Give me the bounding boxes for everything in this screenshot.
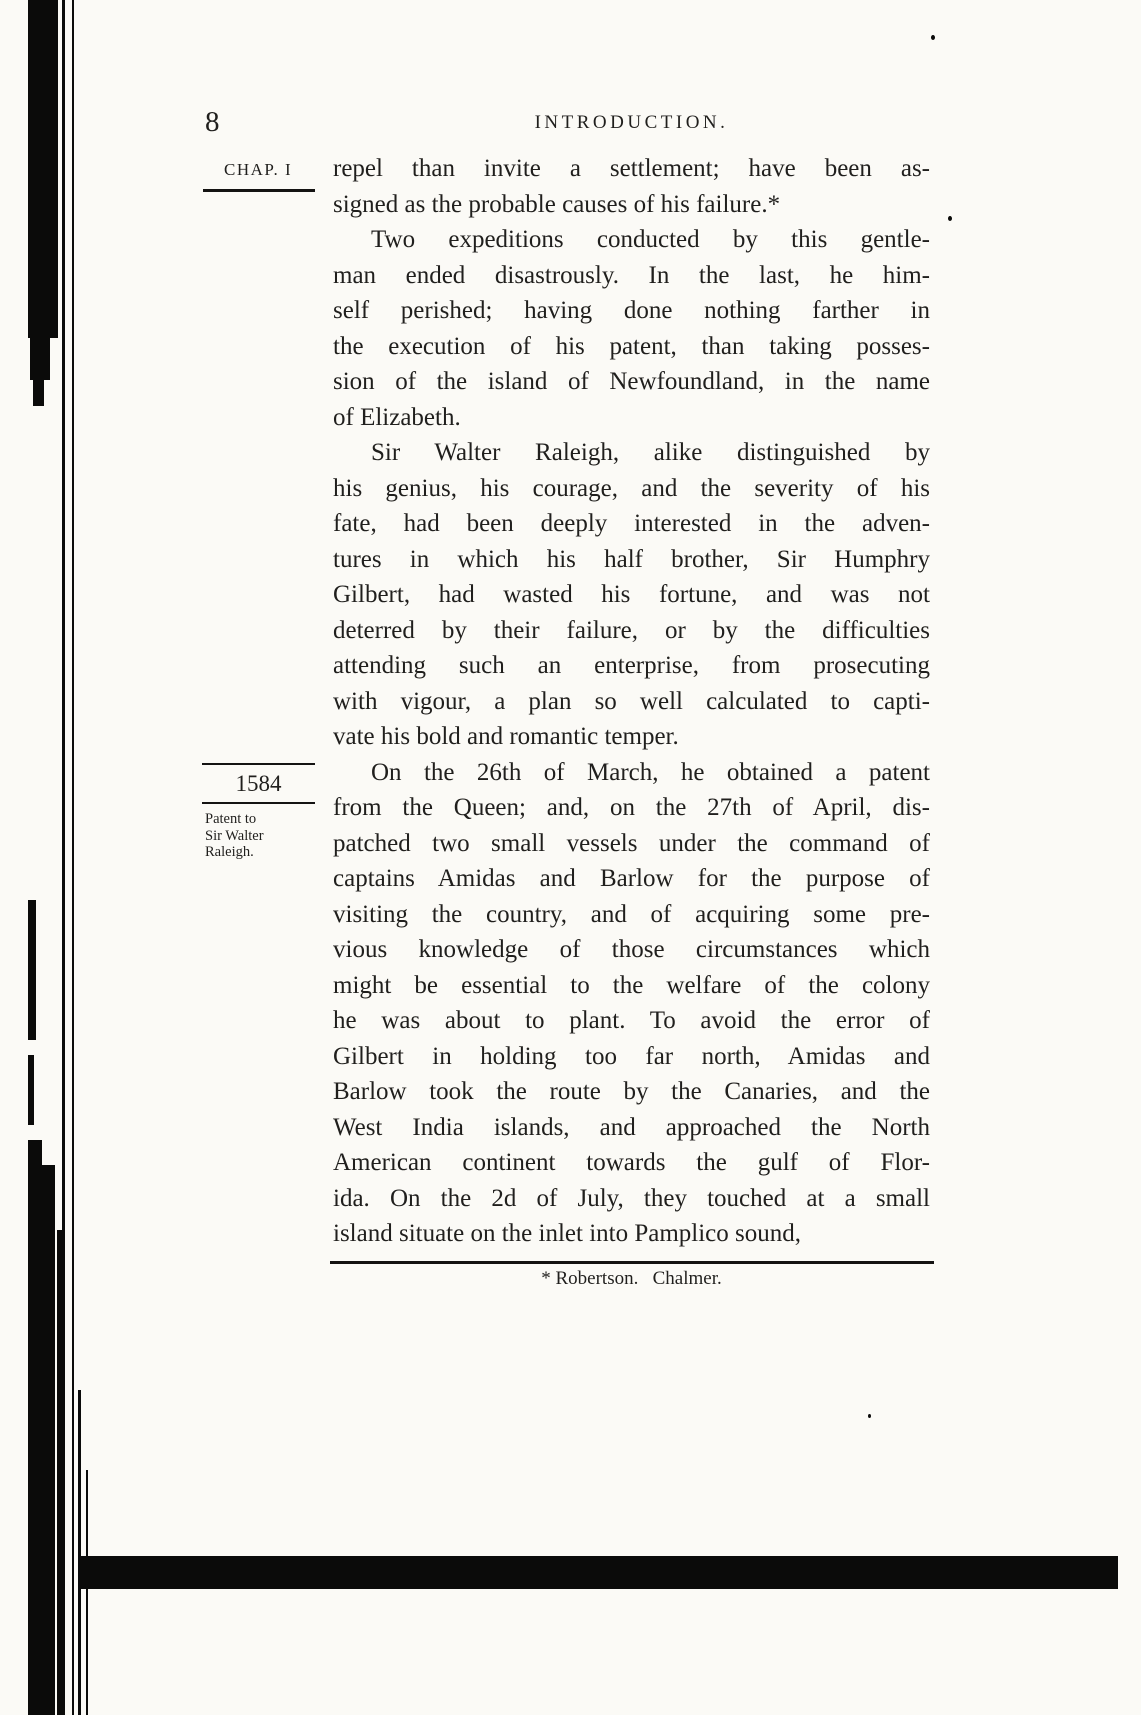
text-line: tures in which his half brother, Sir Humphry <box>333 545 930 573</box>
scan-gutter-artifact <box>28 1055 34 1125</box>
text-line: visiting the country, and of acquiring some pre- <box>333 900 930 928</box>
chapter-sidenote-rule <box>203 189 315 192</box>
running-title: INTRODUCTION. <box>534 112 729 133</box>
scan-gutter-artifact <box>28 900 36 1040</box>
text-line: American continent towards the gulf of Flor- <box>333 1149 930 1176</box>
text-line: Gilbert, had wasted his fortune, and was not <box>333 581 930 608</box>
text-line: island situate on the inlet into Pamplico sound, <box>333 1220 802 1247</box>
text-line: he was about to plant. To avoid the error of <box>333 1007 930 1034</box>
sidenote-line: Raleigh. <box>205 844 254 860</box>
text-line: captains Amidas and Barlow for the purpose of <box>333 865 930 892</box>
text-line: Two expeditions conducted by this gentle- <box>371 226 930 253</box>
text-line: with vigour, a plan so well calculated to capti- <box>333 687 930 715</box>
text-line: signed as the probable causes of his failure.* <box>333 190 781 218</box>
text-line: vious knowledge of those circumstances which <box>333 936 930 963</box>
text-line: repel than invite a settlement; have been as- <box>333 155 930 182</box>
text-line: deterred by their failure, or by the difficulties <box>333 616 930 644</box>
scan-speck <box>948 216 952 221</box>
text-line: attending such an enterprise, from prosecuting <box>333 652 930 679</box>
chapter-sidenote: CHAP. I <box>224 160 293 179</box>
scan-gutter-line <box>78 1390 81 1715</box>
text-line: patched two small vessels under the command of <box>333 829 930 857</box>
text-line: West India islands, and approached the North <box>333 1113 930 1141</box>
text-line: might be essential to the welfare of the colony <box>333 971 930 999</box>
scan-gutter-artifact <box>33 376 44 406</box>
text-line: On the 26th of March, he obtained a patent <box>371 758 930 786</box>
text-line: of Elizabeth. <box>333 403 461 431</box>
patent-sidenote <box>205 811 325 861</box>
footnote: * Robertson. Chalmer. <box>541 1268 722 1289</box>
year-sidenote-rule-bottom <box>202 802 315 804</box>
scan-gutter-line <box>86 1470 88 1715</box>
text-line: Gilbert in holding too far north, Amidas and <box>333 1042 930 1070</box>
scan-gutter-artifact <box>30 334 50 380</box>
scan-gutter-artifact <box>28 1165 55 1715</box>
scan-speck <box>931 35 935 40</box>
page-number: 8 <box>205 106 220 138</box>
text-line: his genius, his courage, and the severity of his <box>333 474 930 502</box>
text-line: Sir Walter Raleigh, alike distinguished by <box>371 439 930 466</box>
year-sidenote: 1584 <box>235 771 282 796</box>
scan-gutter-line <box>72 0 74 1715</box>
text-line: fate, had been deeply interested in the adven- <box>333 510 930 537</box>
text-line: ida. On the 2d of July, they touched at a small <box>333 1184 930 1212</box>
year-sidenote-rule-top <box>202 763 315 765</box>
text-line: self perished; having done nothing farther in <box>333 297 930 324</box>
sidenote-line: Sir Walter <box>205 827 264 844</box>
text-line: vate his bold and romantic temper. <box>333 723 679 750</box>
body-text <box>333 151 930 1252</box>
text-line: man ended disastrously. In the last, he him- <box>333 261 930 289</box>
scan-bottom-bar <box>78 1556 1118 1589</box>
scan-gutter-artifact <box>28 0 58 338</box>
scan-gutter-artifact <box>57 1230 64 1715</box>
footnote-rule <box>330 1261 934 1264</box>
text-line: the execution of his patent, than taking posses- <box>333 332 930 360</box>
text-line: Barlow took the route by the Canaries, and the <box>333 1078 930 1105</box>
scan-speck <box>868 1414 871 1418</box>
text-line: from the Queen; and, on the 27th of April, dis- <box>333 794 930 821</box>
text-line: sion of the island of Newfoundland, in the name <box>333 368 930 395</box>
sidenote-line: Patent to <box>205 811 257 827</box>
